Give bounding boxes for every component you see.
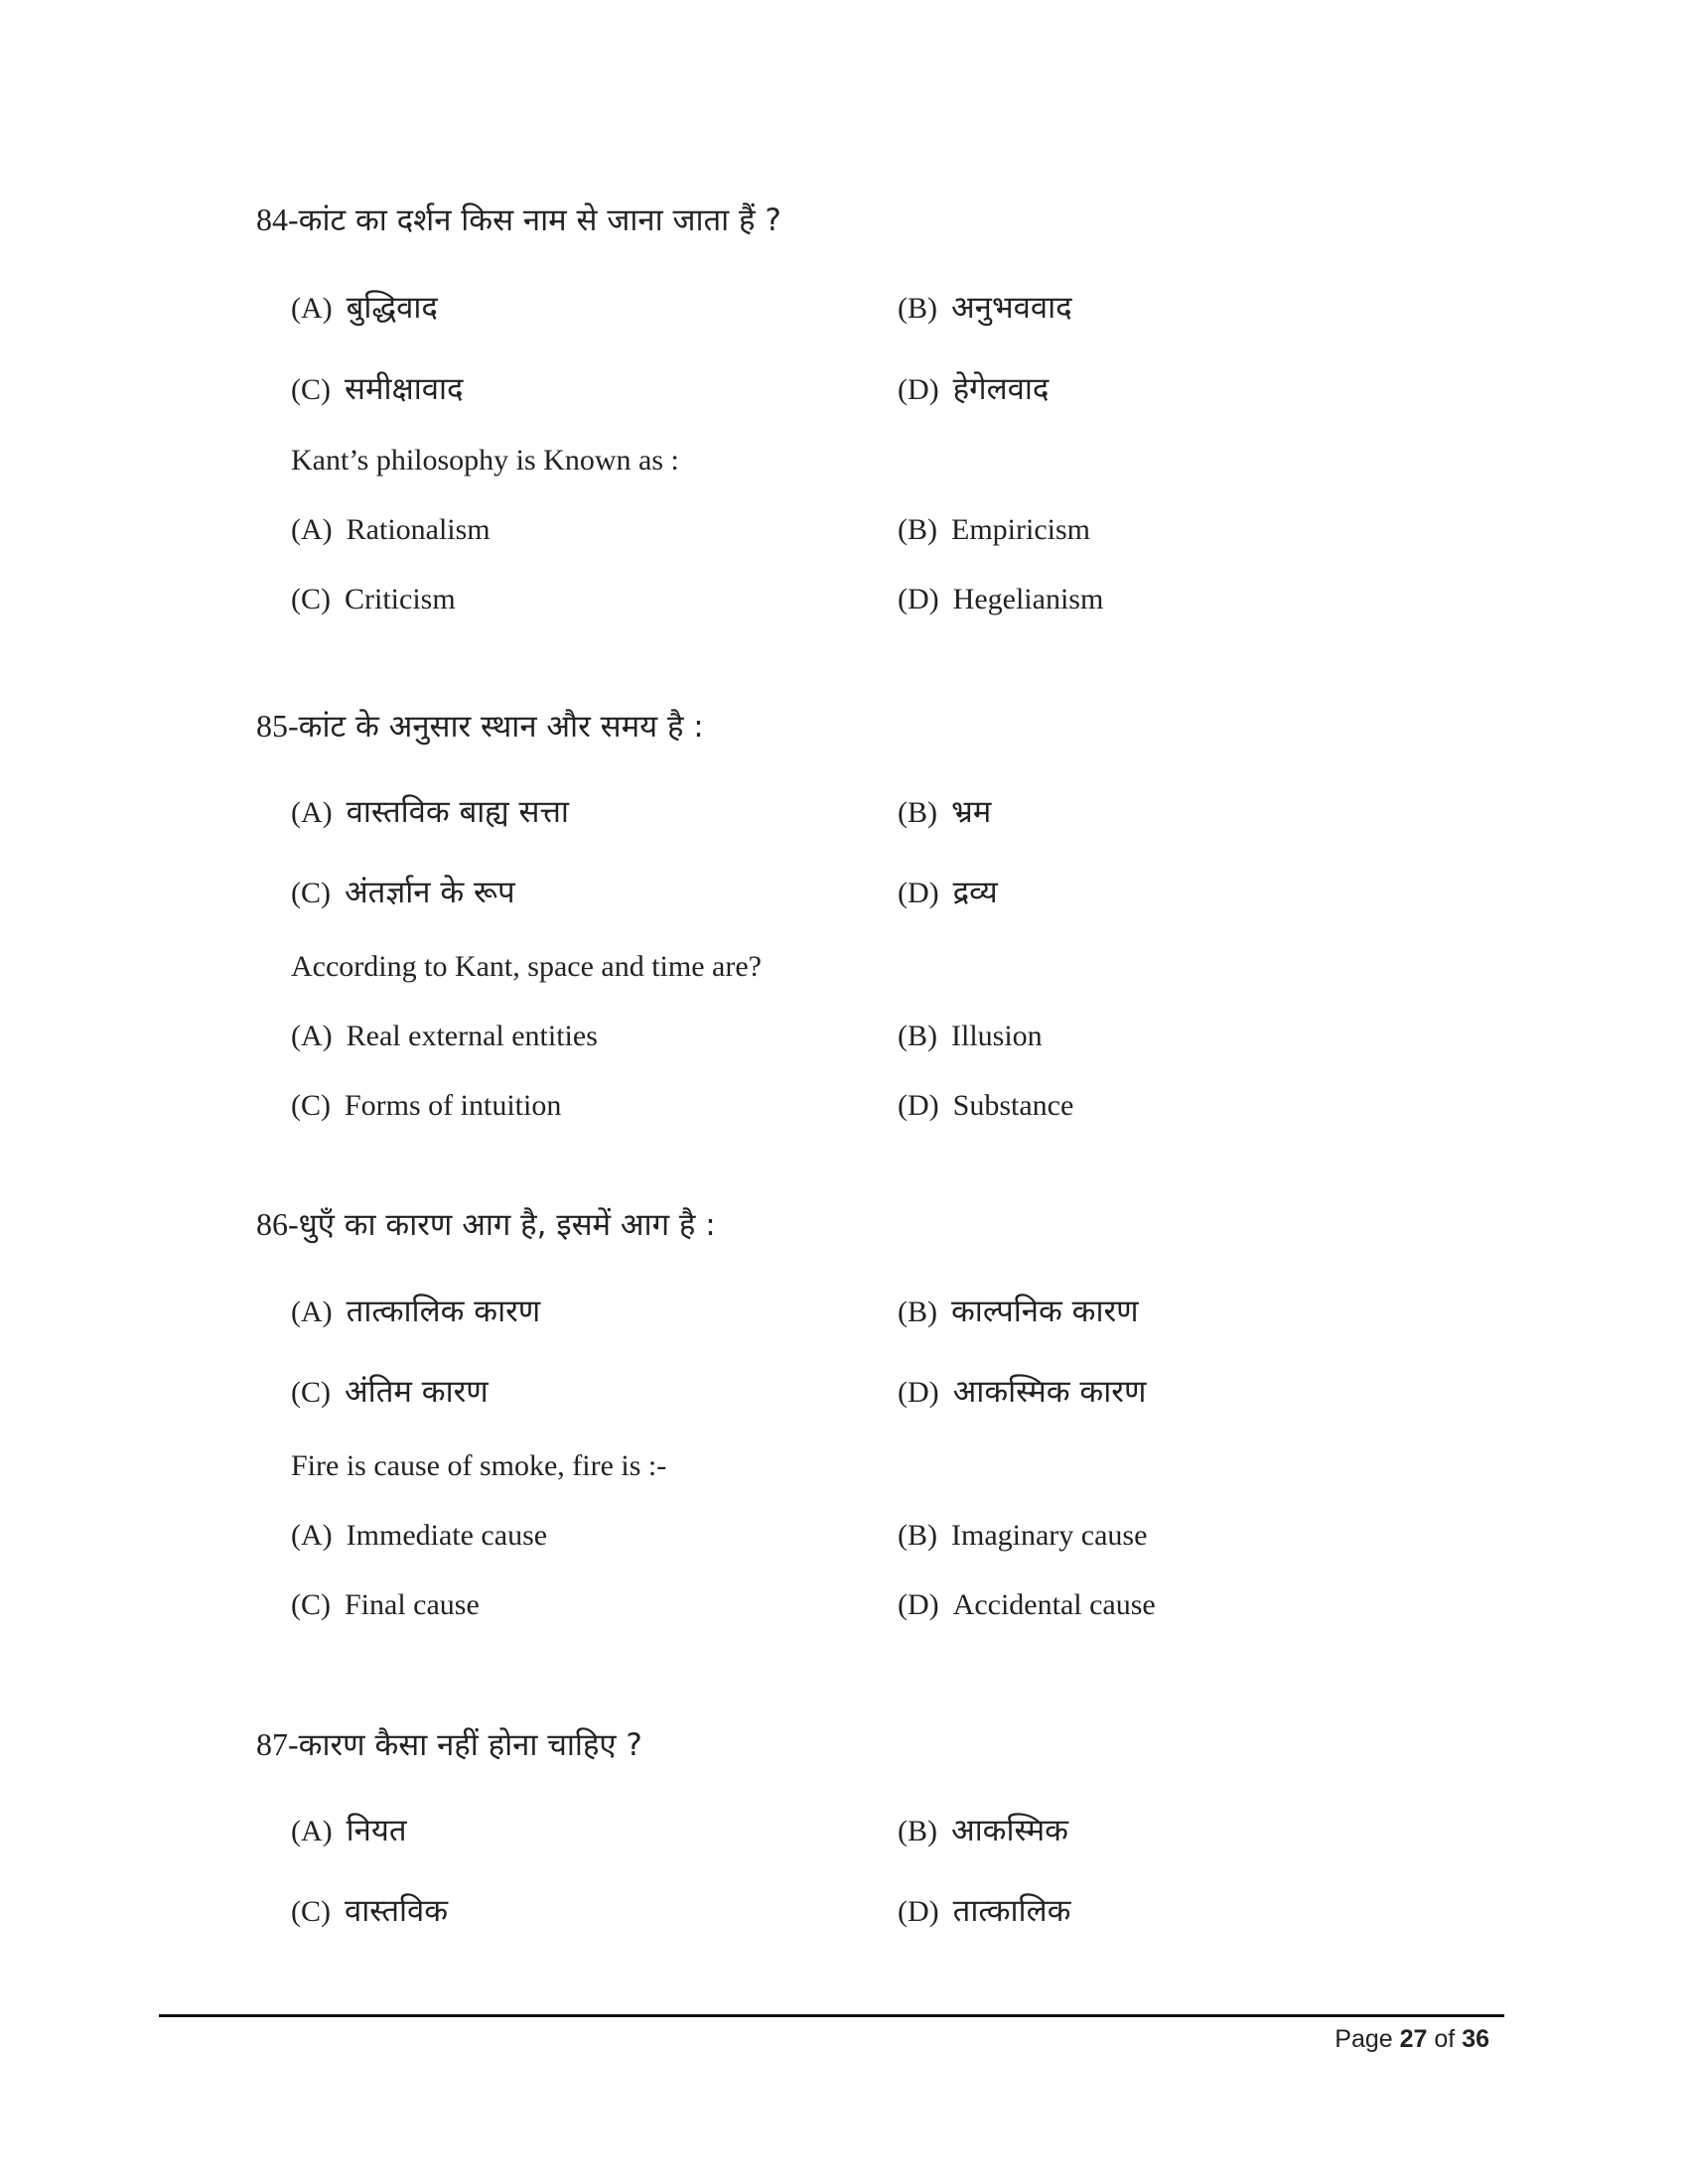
- option-a-english: (A) Rationalism: [291, 513, 491, 546]
- option-b-english: (B) Illusion: [898, 1020, 1043, 1052]
- option-b-english: (B) Empiricism: [898, 513, 1090, 546]
- footer-total-pages: 36: [1462, 2025, 1489, 2053]
- question-title: [256, 705, 704, 747]
- option-b-english: (B) Imaginary cause: [898, 1519, 1148, 1552]
- option-b-hindi: (B) आकस्मिक: [898, 1813, 1068, 1848]
- option-b-hindi: (B) अनुभववाद: [898, 290, 1072, 326]
- option-a-hindi: (A) नियत: [291, 1813, 407, 1848]
- question-title: [256, 1723, 642, 1765]
- option-d-hindi: (D) आकस्मिक कारण: [898, 1374, 1147, 1410]
- option-d-hindi: (D) हेगेलवाद: [898, 371, 1050, 407]
- option-b-hindi: (B) भ्रम: [898, 794, 992, 830]
- question-number: 87-: [256, 1726, 299, 1762]
- question-title: [256, 1203, 716, 1245]
- footer-prefix: Page: [1335, 2025, 1393, 2053]
- option-c-english: (C) Forms of intuition: [291, 1089, 562, 1122]
- option-b-hindi: (B) काल्पनिक कारण: [898, 1294, 1139, 1329]
- option-a-hindi: (A) वास्तविक बाह्य सत्ता: [291, 794, 569, 830]
- question-text-hindi: कांट का दर्शन किस नाम से जाना जाता हैं ?: [298, 203, 781, 238]
- question-text-english: Fire is cause of smoke, fire is :-: [291, 1449, 667, 1482]
- question-text-english: According to Kant, space and time are?: [291, 950, 762, 983]
- option-d-hindi: (D) तात्कालिक: [898, 1893, 1071, 1929]
- question-text-english: Kant’s philosophy is Known as :: [291, 444, 679, 477]
- option-d-hindi: (D) द्रव्य: [898, 875, 998, 910]
- question-text-hindi: कारण कैसा नहीं होना चाहिए ?: [298, 1727, 642, 1763]
- option-d-english: (D) Accidental cause: [898, 1588, 1156, 1621]
- option-d-english: (D) Substance: [898, 1089, 1074, 1122]
- question-text-hindi: धुएँ का कारण आग है, इसमें आग है :: [298, 1207, 716, 1243]
- footer-divider: [159, 2014, 1504, 2017]
- question-title: [256, 199, 781, 240]
- option-a-english: (A) Real external entities: [291, 1020, 598, 1052]
- option-a-english: (A) Immediate cause: [291, 1519, 548, 1552]
- option-c-hindi: (C) समीक्षावाद: [291, 371, 464, 407]
- option-c-hindi: (C) अंतिम कारण: [291, 1374, 489, 1410]
- option-d-english: (D) Hegelianism: [898, 583, 1104, 615]
- question-number: 85-: [256, 708, 299, 744]
- footer-current-page: 27: [1399, 2025, 1428, 2053]
- question-text-hindi: कांट के अनुसार स्थान और समय है :: [298, 709, 704, 745]
- option-c-english: (C) Criticism: [291, 583, 456, 615]
- option-a-hindi: (A) तात्कालिक कारण: [291, 1294, 541, 1329]
- option-c-hindi: (C) अंतर्ज्ञान के रूप: [291, 875, 515, 910]
- question-number: 86-: [256, 1206, 299, 1242]
- footer-of: of: [1434, 2025, 1456, 2053]
- option-a-hindi: (A) बुद्धिवाद: [291, 290, 438, 326]
- page-number-footer: [1335, 2025, 1489, 2054]
- option-c-english: (C) Final cause: [291, 1588, 480, 1621]
- question-number: 84-: [256, 202, 299, 237]
- option-c-hindi: (C) वास्तविक: [291, 1893, 449, 1929]
